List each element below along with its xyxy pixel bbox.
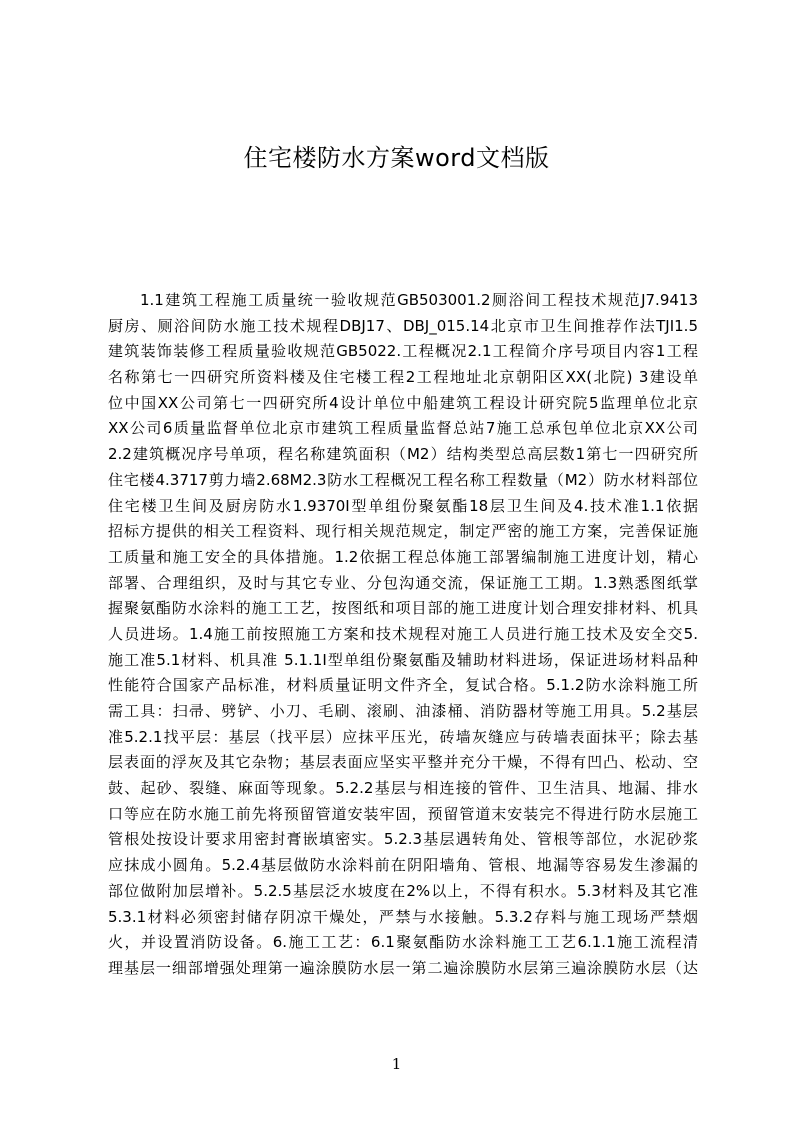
body-line: 名称第七一四研究所资料楼及住宅楼工程2工程地址北京朝阳区XX(北院) 3建设单 bbox=[108, 368, 698, 387]
body-line: 建筑装饰装修工程质量验收规范GB5022.工程概况2.1工程简介序号项目内容1工程 bbox=[108, 342, 698, 361]
body-line: 层表面的浮灰及其它杂物；基层表面应坚实平整并充分干燥，不得有凹凸、松动、空 bbox=[108, 753, 698, 772]
body-line: 5.3.1材料必须密封储存阴凉干燥处，严禁与水接触。5.3.2存料与施工现场严禁烟 bbox=[108, 907, 698, 926]
body-line: 口等应在防水施工前先将预留管道安装牢固，预留管道末安装完不得进行防水层施工 bbox=[108, 804, 698, 823]
body-line: 工质量和施工安全的具体措施。1.2依据工程总体施工部署编制施工进度计划，精心 bbox=[108, 547, 698, 566]
document-body bbox=[108, 288, 698, 982]
body-line: 厨房、厕浴间防水施工技术规程DBJ17、DBJ_015.14北京市卫生间推荐作法TJI1.5 bbox=[108, 316, 698, 335]
body-line: 施工准5.1材料、机具准 5.1.1I型单组份聚氨酯及辅助材料进场，保证进场材料品种 bbox=[108, 650, 698, 669]
body-line: 住宅楼4.3717剪力墙2.68M2.3防水工程概况工程名称工程数量（M2）防水材料部位 bbox=[108, 470, 698, 489]
body-line: XX公司6质量监督单位北京市建筑工程质量监督总站7施工总承包单位北京XX公司 bbox=[108, 419, 698, 438]
document-title: 住宅楼防水方案word文档版 bbox=[243, 144, 550, 172]
body-line: 性能符合国家产品标准，材料质量证明文件齐全，复试合格。5.1.2防水涂料施工所 bbox=[108, 676, 698, 695]
page-number: 1 bbox=[391, 1055, 402, 1073]
body-line: 人员进场。1.4施工前按照施工方案和技术规程对施工人员进行施工技术及安全交5. bbox=[108, 624, 698, 643]
body-line: 管根处按设计要求用密封膏嵌填密实。5.2.3基层遇转角处、管根等部位，水泥砂浆 bbox=[108, 830, 698, 849]
body-line: 位中国XX公司第七一四研究所4设计单位中船建筑工程设计研究院5监理单位北京 bbox=[108, 393, 698, 412]
body-line: 1.1建筑工程施工质量统一验收规范GB503001.2厕浴间工程技术规范J7.9413 bbox=[140, 291, 698, 309]
body-line: 住宅楼卫生间及厨房防水1.9370I型单组份聚氨酯18层卫生间及4.技术准1.1依据 bbox=[108, 496, 698, 515]
body-line: 2.2建筑概况序号单项，程名称建筑面积（M2）结构类型总高层数1第七一四研究所 bbox=[108, 445, 698, 464]
body-line: 应抹成小圆角。5.2.4基层做防水涂料前在阴阳墙角、管根、地漏等容易发生渗漏的 bbox=[108, 856, 698, 875]
body-line: 火，并设置消防设备。6.施工工艺：6.1聚氨酯防水涂料施工工艺6.1.1施工流程清 bbox=[108, 933, 698, 952]
body-line: 理基层一细部增强处理第一遍涂膜防水层一第二遍涂膜防水层第三遍涂膜防水层（达 bbox=[108, 958, 698, 977]
body-line: 部位做附加层增补。5.2.5基层泛水坡度在2%以上，不得有积水。5.3材料及其它准 bbox=[108, 881, 698, 900]
body-line: 握聚氨酯防水涂料的施工工艺，按图纸和项目部的施工进度计划合理安排材料、机具 bbox=[108, 599, 698, 618]
body-line: 准5.2.1找平层：基层（找平层）应抹平压光，砖墙灰缝应与砖墙表面抹平；除去基 bbox=[108, 727, 698, 746]
body-line: 需工具：扫帚、劈铲、小刀、毛刷、滚刷、油漆桶、消防器材等施工用具。5.2基层 bbox=[108, 702, 698, 720]
body-line: 鼓、起砂、裂缝、麻面等现象。5.2.2基层与相连接的管件、卫生洁具、地漏、排水 bbox=[108, 779, 698, 798]
body-line: 招标方提供的相关工程资料、现行相关规范规定，制定严密的施工方案，完善保证施 bbox=[108, 522, 698, 541]
body-line: 部署、合理组织，及时与其它专业、分包沟通交流，保证施工工期。1.3熟悉图纸掌 bbox=[108, 573, 698, 592]
